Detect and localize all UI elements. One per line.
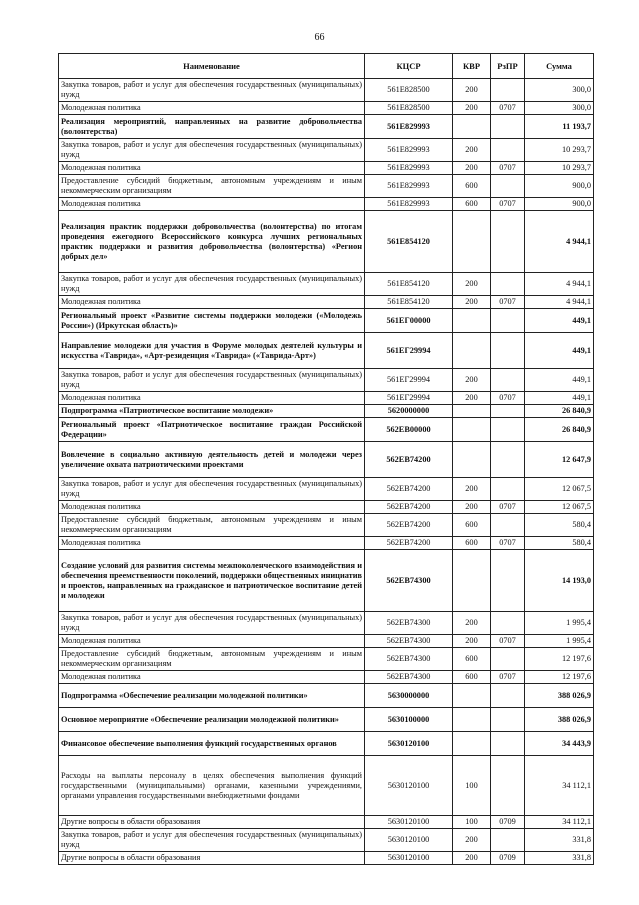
header-kcsr: КЦСР xyxy=(365,54,453,79)
cell-sum: 12 067,5 xyxy=(525,501,594,514)
cell-kcsr: 562EB74300 xyxy=(365,648,453,671)
cell-kvr: 200 xyxy=(453,162,491,175)
cell-name: Молодежная политика xyxy=(59,162,365,175)
cell-kcsr: 561E828500 xyxy=(365,102,453,115)
table-row xyxy=(59,684,594,708)
cell-sum: 26 840,9 xyxy=(525,418,594,442)
table-row xyxy=(59,612,594,635)
cell-sum: 449,1 xyxy=(525,309,594,333)
table-row xyxy=(59,514,594,537)
cell-rzpr: 0709 xyxy=(491,852,525,865)
cell-kcsr: 561E829993 xyxy=(365,198,453,211)
cell-sum: 1 995,4 xyxy=(525,612,594,635)
cell-rzpr xyxy=(491,684,525,708)
cell-kcsr: 561ЕГ29994 xyxy=(365,392,453,405)
cell-sum: 388 026,9 xyxy=(525,708,594,732)
cell-kvr xyxy=(453,115,491,139)
cell-name: Предоставление субсидий бюджетным, автономным учреждениям и иным некоммерческим организациям xyxy=(59,175,365,198)
cell-name: Закупка товаров, работ и услуг для обеспечения государственных (муниципальных) нужд xyxy=(59,478,365,501)
cell-rzpr: 0707 xyxy=(491,296,525,309)
cell-rzpr xyxy=(491,369,525,392)
cell-rzpr xyxy=(491,829,525,852)
cell-sum: 449,1 xyxy=(525,333,594,369)
cell-rzpr: 0709 xyxy=(491,816,525,829)
header-kvr: КВР xyxy=(453,54,491,79)
cell-name: Подпрограмма «Обеспечение реализации молодежной политики» xyxy=(59,684,365,708)
cell-name: Закупка товаров, работ и услуг для обеспечения государственных (муниципальных) нужд xyxy=(59,79,365,102)
cell-rzpr: 0707 xyxy=(491,162,525,175)
cell-sum: 12 197,6 xyxy=(525,671,594,684)
cell-rzpr xyxy=(491,478,525,501)
cell-rzpr: 0707 xyxy=(491,102,525,115)
cell-sum: 1 995,4 xyxy=(525,635,594,648)
cell-kcsr: 562EB74200 xyxy=(365,442,453,478)
cell-sum: 11 193,7 xyxy=(525,115,594,139)
cell-rzpr xyxy=(491,732,525,756)
cell-sum: 34 112,1 xyxy=(525,756,594,816)
cell-kcsr: 562EB74300 xyxy=(365,612,453,635)
cell-name: Предоставление субсидий бюджетным, автономным учреждениям и иным некоммерческим организациям xyxy=(59,514,365,537)
cell-kcsr: 5630100000 xyxy=(365,708,453,732)
cell-rzpr: 0707 xyxy=(491,537,525,550)
cell-kcsr: 562EB74300 xyxy=(365,635,453,648)
table-row xyxy=(59,296,594,309)
header-sum: Сумма xyxy=(525,54,594,79)
cell-rzpr: 0707 xyxy=(491,635,525,648)
table-row xyxy=(59,369,594,392)
cell-name: Региональный проект «Патриотическое воспитание граждан Российской Федерации» xyxy=(59,418,365,442)
cell-rzpr xyxy=(491,442,525,478)
cell-kcsr: 562EB74200 xyxy=(365,537,453,550)
cell-sum: 4 944,1 xyxy=(525,211,594,273)
cell-name: Вовлечение в социально активную деятельность детей и молодежи через увеличение охвата патриотическими проектами xyxy=(59,442,365,478)
cell-kvr: 200 xyxy=(453,139,491,162)
cell-rzpr: 0707 xyxy=(491,671,525,684)
cell-kcsr: 5630120100 xyxy=(365,829,453,852)
cell-rzpr: 0707 xyxy=(491,501,525,514)
cell-rzpr xyxy=(491,756,525,816)
table-row xyxy=(59,442,594,478)
cell-sum: 34 112,1 xyxy=(525,816,594,829)
cell-kvr: 100 xyxy=(453,756,491,816)
cell-kcsr: 5630000000 xyxy=(365,684,453,708)
cell-name: Другие вопросы в области образования xyxy=(59,852,365,865)
cell-kcsr: 561E829993 xyxy=(365,175,453,198)
header-name: Наименование xyxy=(59,54,365,79)
cell-sum: 331,8 xyxy=(525,829,594,852)
cell-kvr: 600 xyxy=(453,537,491,550)
cell-name: Закупка товаров, работ и услуг для обеспечения государственных (муниципальных) нужд xyxy=(59,829,365,852)
cell-kcsr: 5630120100 xyxy=(365,756,453,816)
cell-name: Другие вопросы в области образования xyxy=(59,816,365,829)
cell-kvr xyxy=(453,708,491,732)
cell-kcsr: 562EB74200 xyxy=(365,501,453,514)
cell-sum: 12 067,5 xyxy=(525,478,594,501)
cell-sum: 449,1 xyxy=(525,369,594,392)
cell-kvr: 600 xyxy=(453,671,491,684)
cell-kvr: 200 xyxy=(453,369,491,392)
cell-sum: 580,4 xyxy=(525,514,594,537)
table-row xyxy=(59,162,594,175)
cell-sum: 12 647,9 xyxy=(525,442,594,478)
cell-rzpr xyxy=(491,139,525,162)
cell-sum: 10 293,7 xyxy=(525,139,594,162)
cell-name: Молодежная политика xyxy=(59,296,365,309)
table-row xyxy=(59,501,594,514)
cell-kvr xyxy=(453,442,491,478)
cell-rzpr xyxy=(491,333,525,369)
cell-kcsr: 562EB74200 xyxy=(365,514,453,537)
cell-kcsr: 561E854120 xyxy=(365,273,453,296)
cell-sum: 900,0 xyxy=(525,198,594,211)
budget-table xyxy=(58,53,594,865)
cell-kcsr: 562EB00000 xyxy=(365,418,453,442)
cell-sum: 331,8 xyxy=(525,852,594,865)
cell-name: Реализация практик поддержки добровольчества (волонтерства) по итогам проведения ежегодного Всероссийского конкурса лучших региональных практик поддержки и развития добровольчества (волонтерства) «Регион добрых дел» xyxy=(59,211,365,273)
cell-rzpr xyxy=(491,115,525,139)
cell-kvr: 200 xyxy=(453,296,491,309)
cell-rzpr xyxy=(491,309,525,333)
cell-sum: 14 193,0 xyxy=(525,550,594,612)
table-row xyxy=(59,79,594,102)
cell-name: Направление молодежи для участия в Форуме молодых деятелей культуры и искусства «Таврида», «Арт-резиденция «Таврида» («Таврида-Арт») xyxy=(59,333,365,369)
cell-sum: 300,0 xyxy=(525,102,594,115)
table-row xyxy=(59,732,594,756)
cell-rzpr xyxy=(491,79,525,102)
table-row xyxy=(59,139,594,162)
cell-name: Молодежная политика xyxy=(59,635,365,648)
cell-kcsr: 561ЕГ29994 xyxy=(365,333,453,369)
cell-sum: 34 443,9 xyxy=(525,732,594,756)
cell-kcsr: 562EB74300 xyxy=(365,671,453,684)
cell-sum: 300,0 xyxy=(525,79,594,102)
cell-rzpr xyxy=(491,612,525,635)
cell-kvr: 200 xyxy=(453,273,491,296)
table-row xyxy=(59,405,594,418)
table-row xyxy=(59,478,594,501)
table-row xyxy=(59,198,594,211)
cell-sum: 580,4 xyxy=(525,537,594,550)
cell-kvr: 600 xyxy=(453,648,491,671)
cell-kvr xyxy=(453,418,491,442)
cell-kvr xyxy=(453,333,491,369)
table-row xyxy=(59,852,594,865)
cell-sum: 4 944,1 xyxy=(525,273,594,296)
cell-kcsr: 561E829993 xyxy=(365,139,453,162)
cell-kcsr: 5620000000 xyxy=(365,405,453,418)
cell-name: Молодежная политика xyxy=(59,392,365,405)
cell-name: Закупка товаров, работ и услуг для обеспечения государственных (муниципальных) нужд xyxy=(59,369,365,392)
page-number: 66 xyxy=(314,32,325,43)
cell-kvr: 200 xyxy=(453,852,491,865)
table-row xyxy=(59,309,594,333)
cell-kvr: 600 xyxy=(453,198,491,211)
cell-name: Финансовое обеспечение выполнения функций государственных органов xyxy=(59,732,365,756)
cell-sum: 449,1 xyxy=(525,392,594,405)
cell-name: Молодежная политика xyxy=(59,501,365,514)
table-row xyxy=(59,816,594,829)
cell-kcsr: 561E829993 xyxy=(365,115,453,139)
cell-name: Закупка товаров, работ и услуг для обеспечения государственных (муниципальных) нужд xyxy=(59,612,365,635)
cell-kcsr: 562EB74200 xyxy=(365,478,453,501)
cell-name: Закупка товаров, работ и услуг для обеспечения государственных (муниципальных) нужд xyxy=(59,273,365,296)
cell-sum: 12 197,6 xyxy=(525,648,594,671)
cell-kvr xyxy=(453,550,491,612)
cell-rzpr xyxy=(491,175,525,198)
cell-kvr xyxy=(453,405,491,418)
cell-name: Региональный проект «Развитие системы поддержки молодежи («Молодежь России») (Иркутская область)» xyxy=(59,309,365,333)
cell-kvr: 200 xyxy=(453,612,491,635)
table-row xyxy=(59,175,594,198)
cell-name: Расходы на выплаты персоналу в целях обеспечения выполнения функций государственными (муниципальными) органами, казенными учреждениями, органами управления государственными внебюджетными фондами xyxy=(59,756,365,816)
cell-kvr: 100 xyxy=(453,816,491,829)
cell-kvr: 200 xyxy=(453,501,491,514)
table-row xyxy=(59,829,594,852)
cell-sum: 900,0 xyxy=(525,175,594,198)
cell-name: Молодежная политика xyxy=(59,537,365,550)
table-row xyxy=(59,756,594,816)
table-row xyxy=(59,333,594,369)
cell-sum: 4 944,1 xyxy=(525,296,594,309)
table-row xyxy=(59,648,594,671)
cell-sum: 26 840,9 xyxy=(525,405,594,418)
table-row xyxy=(59,708,594,732)
cell-rzpr xyxy=(491,273,525,296)
cell-sum: 10 293,7 xyxy=(525,162,594,175)
cell-name: Основное мероприятие «Обеспечение реализации молодежной политики» xyxy=(59,708,365,732)
cell-kvr xyxy=(453,732,491,756)
cell-rzpr xyxy=(491,514,525,537)
cell-rzpr: 0707 xyxy=(491,198,525,211)
cell-kcsr: 561ЕГ29994 xyxy=(365,369,453,392)
table-row xyxy=(59,550,594,612)
cell-kvr xyxy=(453,684,491,708)
table-row xyxy=(59,671,594,684)
header-rzpr: РзПР xyxy=(491,54,525,79)
cell-rzpr xyxy=(491,418,525,442)
cell-name: Подпрограмма «Патриотическое воспитание молодежи» xyxy=(59,405,365,418)
cell-kvr: 200 xyxy=(453,392,491,405)
cell-kcsr: 5630120100 xyxy=(365,852,453,865)
cell-rzpr: 0707 xyxy=(491,392,525,405)
cell-name: Молодежная политика xyxy=(59,198,365,211)
cell-rzpr xyxy=(491,708,525,732)
cell-kvr xyxy=(453,211,491,273)
table-row xyxy=(59,211,594,273)
cell-name: Реализация мероприятий, направленных на развитие добровольчества (волонтерства) xyxy=(59,115,365,139)
cell-kcsr: 561E828500 xyxy=(365,79,453,102)
cell-name: Молодежная политика xyxy=(59,671,365,684)
cell-kvr: 200 xyxy=(453,829,491,852)
cell-kvr: 200 xyxy=(453,102,491,115)
cell-name: Создание условий для развития системы межпоколенческого взаимодействия и обеспечения преемственности поколений, поддержки общественных инициатив и проектов, направленных на гражданское и патриотическое воспитание детей и молодежи xyxy=(59,550,365,612)
cell-kvr: 200 xyxy=(453,478,491,501)
cell-kcsr: 5630120100 xyxy=(365,816,453,829)
cell-name: Закупка товаров, работ и услуг для обеспечения государственных (муниципальных) нужд xyxy=(59,139,365,162)
cell-name: Предоставление субсидий бюджетным, автономным учреждениям и иным некоммерческим организациям xyxy=(59,648,365,671)
cell-kcsr: 561ЕГ00000 xyxy=(365,309,453,333)
cell-kvr: 200 xyxy=(453,79,491,102)
cell-kvr: 600 xyxy=(453,175,491,198)
cell-kvr: 200 xyxy=(453,635,491,648)
cell-rzpr xyxy=(491,211,525,273)
cell-kvr xyxy=(453,309,491,333)
table-row xyxy=(59,635,594,648)
cell-kcsr: 561E854120 xyxy=(365,296,453,309)
table-row xyxy=(59,115,594,139)
table-row xyxy=(59,537,594,550)
cell-rzpr xyxy=(491,648,525,671)
table-header-row xyxy=(59,54,594,79)
cell-kvr: 600 xyxy=(453,514,491,537)
cell-sum: 388 026,9 xyxy=(525,684,594,708)
cell-kcsr: 562EB74300 xyxy=(365,550,453,612)
cell-rzpr xyxy=(491,405,525,418)
table-row xyxy=(59,273,594,296)
cell-kcsr: 561E854120 xyxy=(365,211,453,273)
cell-kcsr: 561E829993 xyxy=(365,162,453,175)
cell-name: Молодежная политика xyxy=(59,102,365,115)
cell-kcsr: 5630120100 xyxy=(365,732,453,756)
table-row xyxy=(59,102,594,115)
table-row xyxy=(59,392,594,405)
table-row xyxy=(59,418,594,442)
cell-rzpr xyxy=(491,550,525,612)
